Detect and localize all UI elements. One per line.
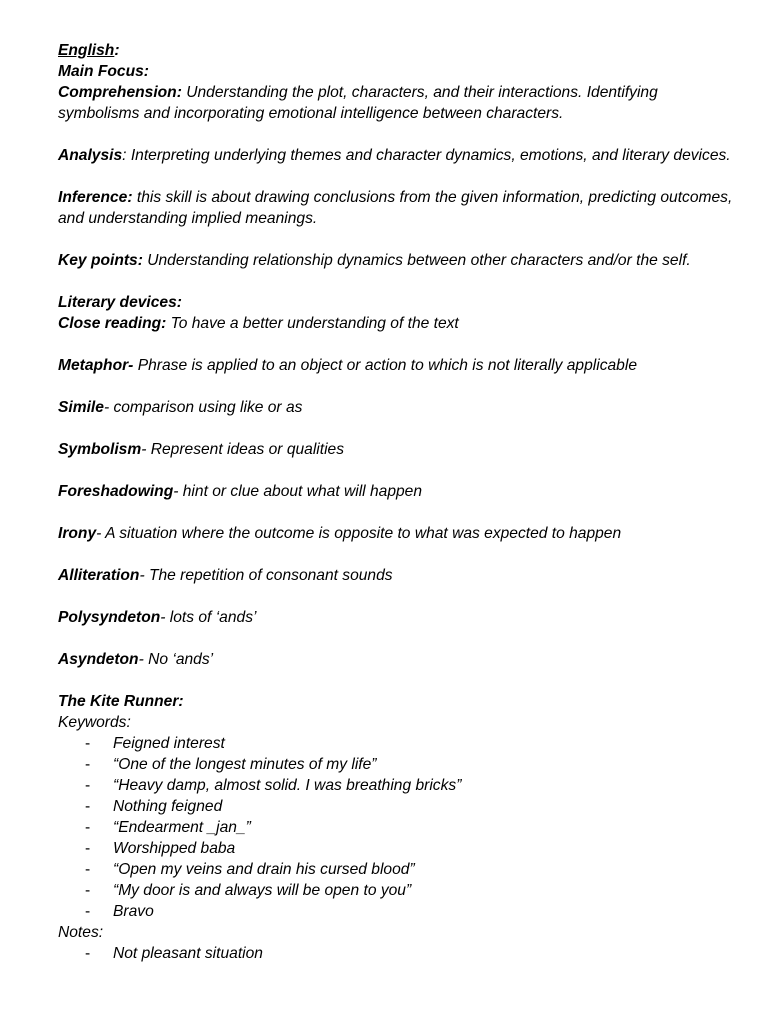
list-item bbox=[58, 901, 738, 922]
close-reading-text: To have a better understanding of the text bbox=[166, 315, 459, 332]
keywords-label: Keywords: bbox=[58, 714, 131, 731]
list-item bbox=[58, 943, 738, 964]
list-item bbox=[58, 859, 738, 880]
device-term: Metaphor- bbox=[58, 357, 134, 374]
subject-colon: : bbox=[114, 42, 120, 59]
comprehension-text: Understanding the plot, characters, and their interactions. Identifying symbolisms and incorporating emotional intelligence between characters. bbox=[58, 84, 658, 122]
keyword-text: “My door is and always will be open to you” bbox=[113, 882, 412, 899]
list-item bbox=[58, 796, 738, 817]
keyword-text: “Open my veins and drain his cursed blood” bbox=[113, 861, 415, 878]
list-item bbox=[58, 733, 738, 754]
keyword-text: “Endearment _jan_” bbox=[113, 819, 251, 836]
analysis-text: : Interpreting underlying themes and character dynamics, emotions, and literary devices. bbox=[122, 147, 731, 164]
list-bullet: - bbox=[85, 735, 91, 752]
device-entry-symbolism bbox=[58, 439, 738, 460]
device-term: Foreshadowing bbox=[58, 483, 174, 500]
device-term: Alliteration bbox=[58, 567, 140, 584]
list-bullet: - bbox=[85, 840, 91, 857]
close-reading-term: Close reading: bbox=[58, 315, 167, 332]
list-bullet: - bbox=[85, 777, 91, 794]
device-term: Asyndeton bbox=[58, 651, 139, 668]
device-text: Phrase is applied to an object or action to which is not literally applicable bbox=[133, 357, 637, 374]
literary-devices-heading: Literary devices: bbox=[58, 294, 182, 311]
device-text: - hint or clue about what will happen bbox=[173, 483, 423, 500]
key-points-entry bbox=[58, 250, 738, 271]
notes-label: Notes: bbox=[58, 924, 104, 941]
main-focus-heading: Main Focus: bbox=[58, 63, 149, 80]
device-text: - A situation where the outcome is opposite to what was expected to happen bbox=[96, 525, 622, 542]
list-bullet: - bbox=[85, 756, 91, 773]
document-page bbox=[58, 40, 738, 964]
key-points-term: Key points: bbox=[58, 252, 143, 269]
keyword-text: Bravo bbox=[113, 903, 154, 920]
list-item bbox=[58, 817, 738, 838]
subject-heading: English bbox=[58, 42, 115, 59]
inference-term: Inference: bbox=[58, 189, 133, 206]
list-item bbox=[58, 775, 738, 796]
device-entry-alliteration bbox=[58, 565, 738, 586]
device-entry-irony bbox=[58, 523, 738, 544]
keywords-list bbox=[58, 733, 738, 922]
keyword-text: Nothing feigned bbox=[113, 798, 223, 815]
device-text: - comparison using like or as bbox=[103, 399, 303, 416]
list-bullet: - bbox=[85, 882, 91, 899]
key-points-text: Understanding relationship dynamics between other characters and/or the self. bbox=[142, 252, 691, 269]
device-entry-foreshadowing bbox=[58, 481, 738, 502]
note-text: Not pleasant situation bbox=[113, 945, 263, 962]
keyword-text: Worshipped baba bbox=[113, 840, 236, 857]
list-bullet: - bbox=[85, 861, 91, 878]
device-entry-simile bbox=[58, 397, 738, 418]
list-bullet: - bbox=[85, 798, 91, 815]
subject-heading-line bbox=[58, 40, 738, 61]
keyword-text: “Heavy damp, almost solid. I was breathing bricks” bbox=[113, 777, 462, 794]
keyword-text: Feigned interest bbox=[113, 735, 225, 752]
device-entry-polysyndeton bbox=[58, 607, 738, 628]
list-item bbox=[58, 838, 738, 859]
close-reading-entry bbox=[58, 313, 738, 334]
list-item bbox=[58, 880, 738, 901]
device-text: - No ‘ands’ bbox=[138, 651, 214, 668]
device-text: - Represent ideas or qualities bbox=[141, 441, 345, 458]
device-term: Polysyndeton bbox=[58, 609, 161, 626]
device-text: - lots of ‘ands’ bbox=[160, 609, 257, 626]
device-entry-metaphor bbox=[58, 355, 738, 376]
device-term: Symbolism bbox=[58, 441, 142, 458]
comprehension-term: Comprehension: bbox=[58, 84, 182, 101]
device-entry-asyndeton bbox=[58, 649, 738, 670]
inference-text: this skill is about drawing conclusions from the given information, predicting outcomes, and understanding implied meanings. bbox=[58, 189, 733, 227]
keyword-text: “One of the longest minutes of my life” bbox=[113, 756, 377, 773]
list-bullet: - bbox=[85, 903, 91, 920]
device-text: - The repetition of consonant sounds bbox=[139, 567, 393, 584]
analysis-term: Analysis bbox=[58, 147, 123, 164]
comprehension-entry bbox=[58, 82, 738, 124]
inference-entry bbox=[58, 187, 738, 229]
analysis-entry bbox=[58, 145, 738, 166]
device-term: Irony bbox=[58, 525, 97, 542]
device-term: Simile bbox=[58, 399, 104, 416]
list-bullet: - bbox=[85, 945, 91, 962]
list-bullet: - bbox=[85, 819, 91, 836]
notes-list bbox=[58, 943, 738, 964]
kite-runner-heading: The Kite Runner: bbox=[58, 693, 184, 710]
list-item bbox=[58, 754, 738, 775]
